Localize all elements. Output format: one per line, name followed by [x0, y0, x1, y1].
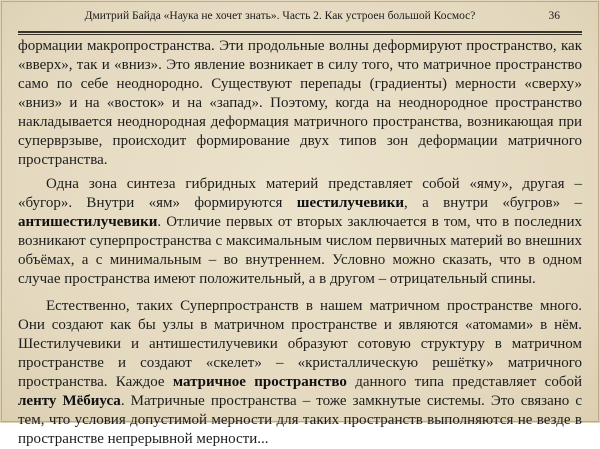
page-number: 36	[548, 10, 560, 22]
paragraph-3-text-d: . Матричные пространства – тоже замкнутые системы. Это связано с тем, что условия допустимой мерности для таких пространств выполняются не везде в пространстве непрерывной мерности...	[18, 393, 582, 447]
term-matrix-space: матричное пространство	[172, 374, 347, 390]
paragraph-1: формации макропространства. Эти продольные волны деформируют пространство, как «вверх», так и «вниз». Это явление возникает в силу того, что матричное пространство само по себе неоднородно. Существуют перепады (градиенты) мерности «сверху» «вниз» и на «восток» и на «запад». Поэтому, когда на неоднородное пространство накладывается неоднородная деформация матричного пространства, возникающая при суперврзыве, происходит формирование двух типов зон деформации матричного пространства.	[18, 38, 582, 168]
paragraph-2	[18, 175, 582, 289]
header-title: Дмитрий Байда «Наука не хочет знать». Часть 2. Как устроен большой Космос?	[84, 10, 476, 22]
paragraph-3-text-c: данного типа представляет собой	[346, 374, 582, 390]
term-hexaray: шестилучевики	[296, 195, 405, 211]
paragraph-2-text-d: . Отличие первых от вторых заключается в том, что в последних возникают суперпространства с максимальным числом первичных материй во внешних объёмах, а с минимальным – во внутреннем. Условно можно сказать, что в одном случае пространства имеют положительный, а в другом – отрицательный спины.	[18, 214, 582, 287]
body-text	[18, 37, 582, 449]
paragraph-2-text-c: , а внутри «бугров» –	[404, 195, 582, 211]
paragraph-3	[18, 297, 582, 449]
paragraph-3-text-a: Естественно, таких Суперпространств в нашем матричном пространстве много. Они создают как бы узлы в матричном пространстве и являются «атомами» в нём. Шестилучевики и антишестилучевики образуют сотовую структуру в матричном пространстве и создают «скелет» – «кристаллическую решётку» матричного пространства. Каждое	[18, 298, 582, 390]
header-divider	[18, 31, 582, 35]
term-mobius-strip: ленту Мёбиуса	[18, 393, 121, 409]
running-header	[18, 7, 582, 27]
term-antihexaray: антишестилучевики	[18, 214, 158, 230]
paragraph-2-text-a: Одна зона синтеза гибридных материй представляет собой «яму», другая – «бугор». Внутри «ям» формируются	[18, 176, 582, 211]
